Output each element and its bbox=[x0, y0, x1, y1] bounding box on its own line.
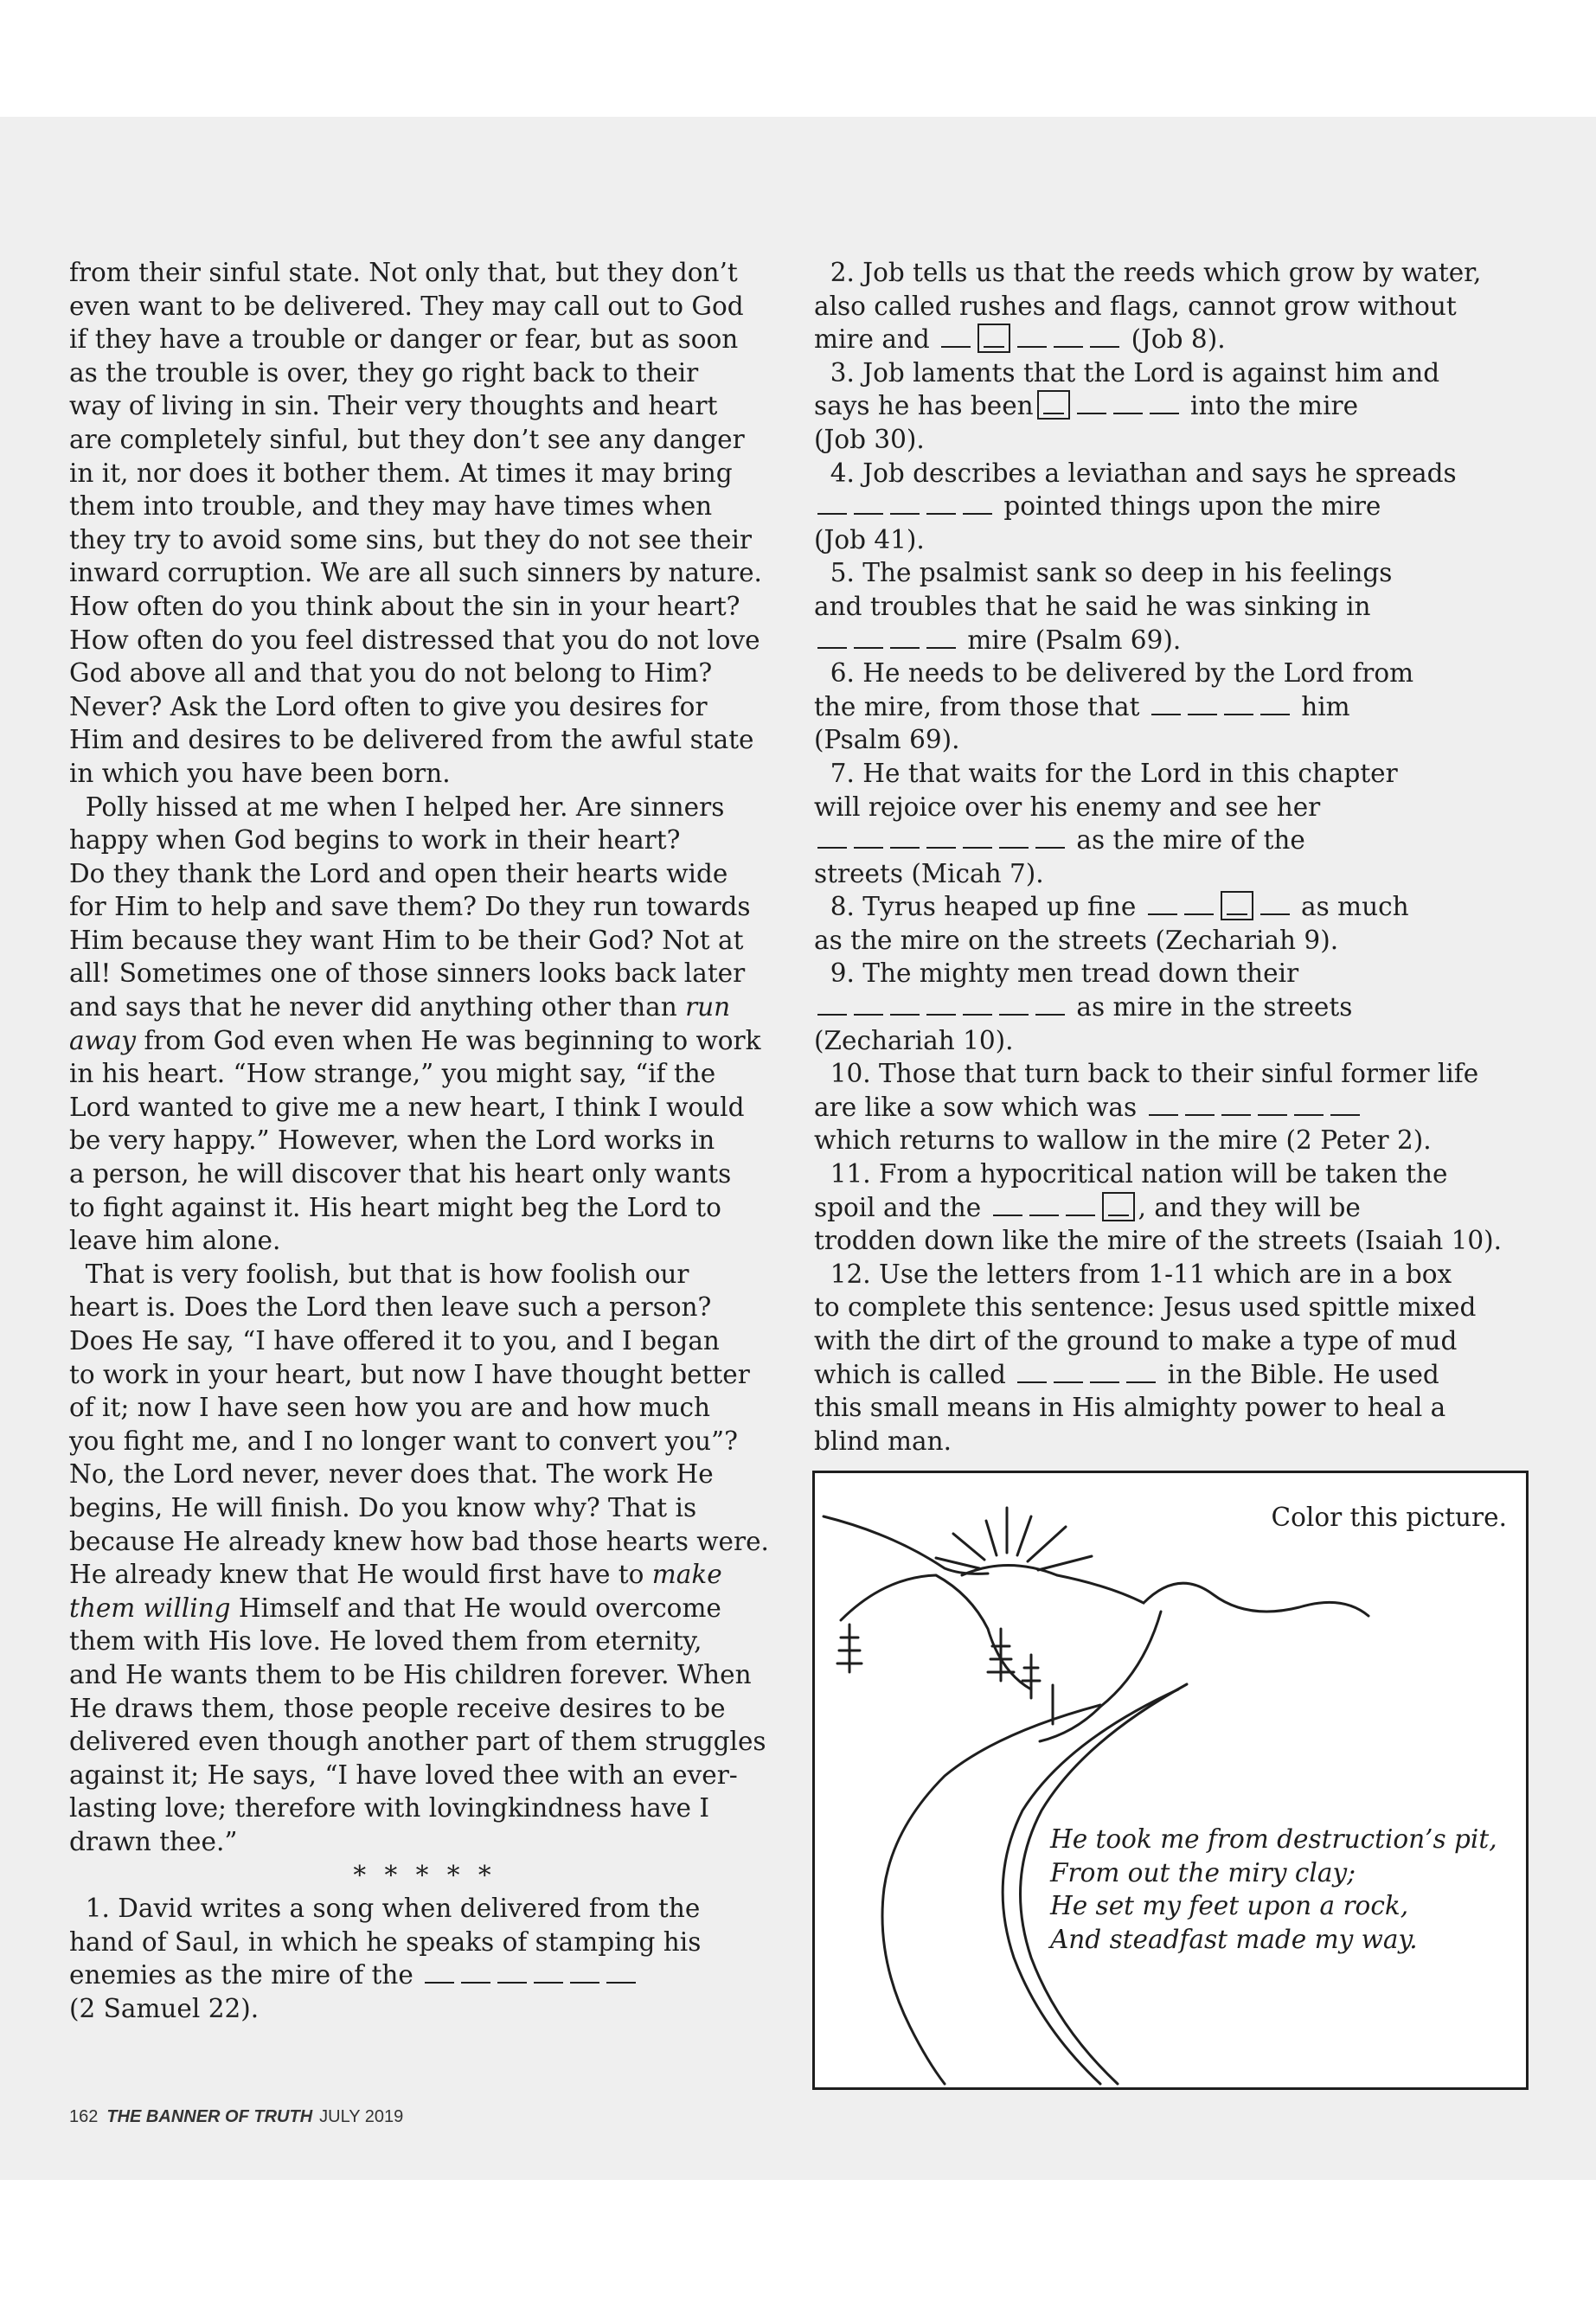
answer-blank[interactable] bbox=[606, 1959, 636, 1984]
question-7: 7. He that waits for the Lord in this chapter will rejoice over his enemy and see her as the mire of the streets (Micah 7). bbox=[814, 758, 1398, 888]
answer-blank[interactable] bbox=[570, 1959, 599, 1984]
question-6: 6. He needs to be delivered by the Lord from the mire, from those that him (Psalm 69). bbox=[814, 658, 1414, 755]
answer-blank[interactable] bbox=[890, 824, 920, 849]
paragraph-2: Polly hissed at me when I helped her. Are sinners happy when God begins to work in their heart? Do they thank the Lord and open their hearts wide for Him to help and save them? Do they run towards Him because they want Him to be their God? Not at all! Sometimes one of those sinners looks back later and says that he never did anything other than run away from God even when He was beginning to work in his heart. “How strange,” you might say, “if the Lord wanted to give me a new heart, I think I would be very happy.” However, when the Lord works in a person, he will discover that his heart only wants to fight against it. His heart might beg the Lord to leave him alone. bbox=[69, 792, 761, 1256]
answer-blank[interactable] bbox=[854, 490, 883, 515]
answer-blank[interactable] bbox=[926, 625, 956, 649]
answer-blank[interactable] bbox=[497, 1959, 527, 1984]
answer-blank[interactable] bbox=[941, 324, 971, 348]
answer-blank[interactable] bbox=[890, 991, 920, 1016]
answer-blank[interactable] bbox=[993, 1192, 1022, 1216]
question-5: 5. The psalmist sank so deep in his feelings and troubles that he said he was sinking in mire (Psalm 69). bbox=[814, 558, 1393, 655]
answer-blank[interactable] bbox=[926, 824, 956, 849]
answer-blank[interactable] bbox=[926, 490, 956, 515]
answer-blank[interactable] bbox=[817, 625, 847, 649]
answer-blank[interactable] bbox=[1054, 1359, 1083, 1383]
answer-blank[interactable] bbox=[1149, 1092, 1178, 1116]
answer-blank[interactable] bbox=[1017, 1359, 1047, 1383]
answer-blank[interactable] bbox=[963, 824, 992, 849]
road-landscape-illustration-icon bbox=[815, 1473, 1526, 2087]
answer-blank[interactable] bbox=[461, 1959, 490, 1984]
left-column bbox=[69, 256, 780, 2025]
answer-blank[interactable] bbox=[1294, 1092, 1324, 1116]
answer-blank[interactable] bbox=[817, 991, 847, 1016]
question-9: 9. The mighty men tread down their as mire in the streets (Zechariah 10). bbox=[814, 958, 1353, 1055]
boxed-answer-blank[interactable] bbox=[1102, 1192, 1135, 1221]
poem: He took me from destruction’s pit, From out the miry clay; He set my feet upon a rock, And steadfast made my way. bbox=[1050, 1824, 1497, 1954]
right-column bbox=[814, 256, 1531, 1458]
answer-blank[interactable] bbox=[534, 1959, 563, 1984]
answer-blank[interactable] bbox=[817, 490, 847, 515]
coloring-picture-frame bbox=[812, 1471, 1529, 2090]
picture-caption: Color this picture. bbox=[1271, 1503, 1507, 1532]
magazine-title: THE BANNER OF TRUTH bbox=[106, 2107, 313, 2126]
page-footer bbox=[69, 2107, 403, 2127]
answer-blank[interactable] bbox=[1258, 1092, 1287, 1116]
answer-blank[interactable] bbox=[1260, 691, 1290, 715]
answer-blank[interactable] bbox=[926, 991, 956, 1016]
answer-blank[interactable] bbox=[1150, 390, 1179, 414]
answer-blank[interactable] bbox=[1185, 1092, 1215, 1116]
answer-blank[interactable] bbox=[854, 824, 883, 849]
answer-blank[interactable] bbox=[854, 991, 883, 1016]
answer-blank[interactable] bbox=[1054, 324, 1083, 348]
answer-blank[interactable] bbox=[1330, 1092, 1360, 1116]
answer-blank[interactable] bbox=[1090, 324, 1119, 348]
question-11: 11. From a hypocritical nation will be taken the spoil and the , and they will be trodden down like the mire of the streets (Isaiah 10). bbox=[814, 1159, 1503, 1256]
answer-blank[interactable] bbox=[1066, 1192, 1095, 1216]
question-3: 3. Job laments that the Lord is against him and says he has been into the mire (Job 30). bbox=[814, 357, 1440, 454]
question-2: 2. Job tells us that the reeds which grow by water, also called rushes and flags, cannot grow without mire and (Job 8). bbox=[814, 258, 1482, 355]
answer-blank[interactable] bbox=[890, 625, 920, 649]
boxed-answer-blank[interactable] bbox=[1037, 390, 1070, 420]
question-8: 8. Tyrus heaped up fine as much as the mire on the streets (Zechariah 9). bbox=[814, 892, 1409, 955]
paragraph-3: That is very foolish, but that is how foolish our heart is. Does the Lord then leave such a person? Does He say, “I have offered it to you, and I began to work in your heart, but now I have thought better of it; now I have seen how you are and how much you fight me, and I no longer want to convert you”? No, the Lord never, never does that. The work He begins, He will finish. Do you know why? That is because He already knew how bad those hearts were. He already knew that He would first have to make them willing Himself and that He would overcome them with His love. He loved them from eternity, and He wants them to be His children forever. When He draws them, those people receive desires to be delivered even though another part of them struggles against it; He says, “I have loved thee with an ever- lasting love; therefore with lovingkindness have I drawn thee.” bbox=[69, 1259, 769, 1856]
page-number: 162 bbox=[69, 2107, 99, 2126]
answer-blank[interactable] bbox=[963, 490, 992, 515]
answer-blank[interactable] bbox=[999, 824, 1029, 849]
answer-blank[interactable] bbox=[1148, 891, 1177, 915]
question-10: 10. Those that turn back to their sinful former life are like a sow which was which returns to wallow in the mire (2 Peter 2). bbox=[814, 1059, 1479, 1156]
answer-blank[interactable] bbox=[425, 1959, 454, 1984]
answer-blank[interactable] bbox=[1035, 824, 1065, 849]
paragraph-1: from their sinful state. Not only that, but they don’t even want to be delivered. They may call out to God if they have a trouble or danger or fear, but as soon as the trouble is over, they go right back to their way of living in sin. Their very thoughts and heart are completely sinful, but they don’t see any danger in it, nor does it bother them. At times it may bring them into trouble, and they may have times when they try to avoid some sins, but they do not see their inward corruption. We are all such sinners by nature. How often do you think about the sin in your heart? How often do you feel distressed that you do not love God above all and that you do not belong to Him? Never? Ask the Lord often to give you desires for Him and desires to be delivered from the awful state in which you have been born. bbox=[69, 258, 762, 788]
answer-blank[interactable] bbox=[999, 991, 1029, 1016]
answer-blank[interactable] bbox=[1017, 324, 1047, 348]
answer-blank[interactable] bbox=[1260, 891, 1290, 915]
boxed-answer-blank[interactable] bbox=[1221, 891, 1253, 920]
answer-blank[interactable] bbox=[1221, 1092, 1251, 1116]
section-separator: * * * * * bbox=[353, 1860, 497, 1890]
answer-blank[interactable] bbox=[1035, 991, 1065, 1016]
answer-blank[interactable] bbox=[1113, 390, 1143, 414]
answer-blank[interactable] bbox=[1029, 1192, 1059, 1216]
issue-date: JULY 2019 bbox=[319, 2107, 404, 2126]
boxed-answer-blank[interactable] bbox=[977, 324, 1010, 353]
question-1: 1. David writes a song when delivered from the hand of Saul, in which he speaks of stamping his enemies as the mire of the (2 Samuel 22). bbox=[69, 1894, 702, 2023]
answer-blank[interactable] bbox=[1077, 390, 1106, 414]
answer-blank[interactable] bbox=[963, 991, 992, 1016]
answer-blank[interactable] bbox=[1184, 891, 1214, 915]
answer-blank[interactable] bbox=[1224, 691, 1253, 715]
question-4: 4. Job describes a leviathan and says he spreads pointed things upon the mire (Job 41). bbox=[814, 458, 1457, 554]
question-12: 12. Use the letters from 1-11 which are in a box to complete this sentence: Jesus used spittle mixed with the dirt of the ground to make a type of mud which is called in the Bible. He used this small means in His almighty power to heal a blind man. bbox=[814, 1259, 1477, 1456]
answer-blank[interactable] bbox=[1126, 1359, 1156, 1383]
answer-blank[interactable] bbox=[890, 490, 920, 515]
answer-blank[interactable] bbox=[854, 625, 883, 649]
answer-blank[interactable] bbox=[1151, 691, 1181, 715]
answer-blank[interactable] bbox=[1090, 1359, 1119, 1383]
answer-blank[interactable] bbox=[1188, 691, 1217, 715]
answer-blank[interactable] bbox=[817, 824, 847, 849]
